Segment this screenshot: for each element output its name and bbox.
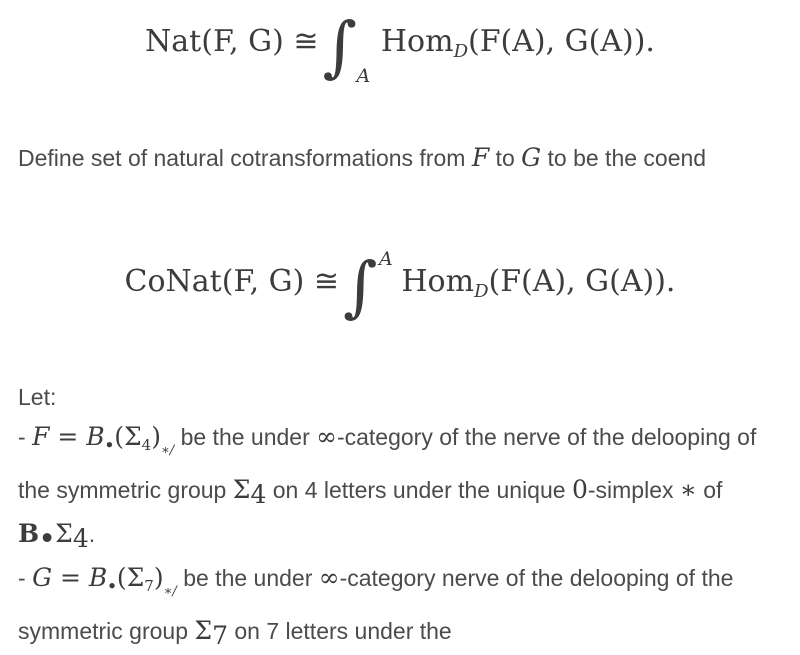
nat-equation: [0, 8, 800, 87]
define-text-2: to: [489, 145, 522, 171]
end-integral-icon: ∫ A: [322, 8, 371, 87]
var-f: F: [471, 143, 490, 172]
define-text-1: Define set of natural cotransformations from: [18, 145, 472, 171]
define-text-3: to be the coend: [541, 145, 707, 171]
define-paragraph: [18, 138, 788, 178]
integral-subscript: A: [356, 65, 371, 87]
let-item-g: - $G = B_•(\Sigma_7)_{∗/}$ be the under ∞-category nerve of the delooping of the symmetric group Σ7 on 7 letters under the: [18, 563, 734, 650]
g-definition: G = B: [32, 563, 108, 592]
conat-equation: [0, 248, 800, 325]
infinity-symbol: ∞: [318, 563, 340, 592]
hom-args: (F(A), G(A)).: [468, 24, 655, 59]
f-definition: F = B: [32, 422, 105, 451]
nat-lhs: Nat(F, G) ≅: [145, 24, 319, 59]
hom-subscript: D: [453, 41, 468, 62]
hom-label: Hom: [380, 24, 454, 59]
conat-lhs: CoNat(F, G) ≅: [124, 264, 339, 299]
let-item-f: - $F = B_•(\Sigma_4)_{∗/}$ be the under ∞-category of the nerve of the delooping of the symmetric group Σ4 on 4 letters under the unique 0-simplex ∗ of B•Σ4.: [18, 422, 757, 553]
let-block: [18, 378, 788, 655]
hom-args: (F(A), G(A)).: [488, 264, 676, 299]
let-heading: Let:: [18, 384, 57, 410]
var-g: G: [521, 143, 542, 172]
infinity-symbol: ∞: [316, 422, 337, 451]
coend-integral-icon: ∫ A: [343, 248, 393, 325]
hom-label: Hom: [401, 264, 475, 299]
hom-subscript: D: [474, 281, 489, 302]
integral-superscript: A: [379, 248, 393, 270]
